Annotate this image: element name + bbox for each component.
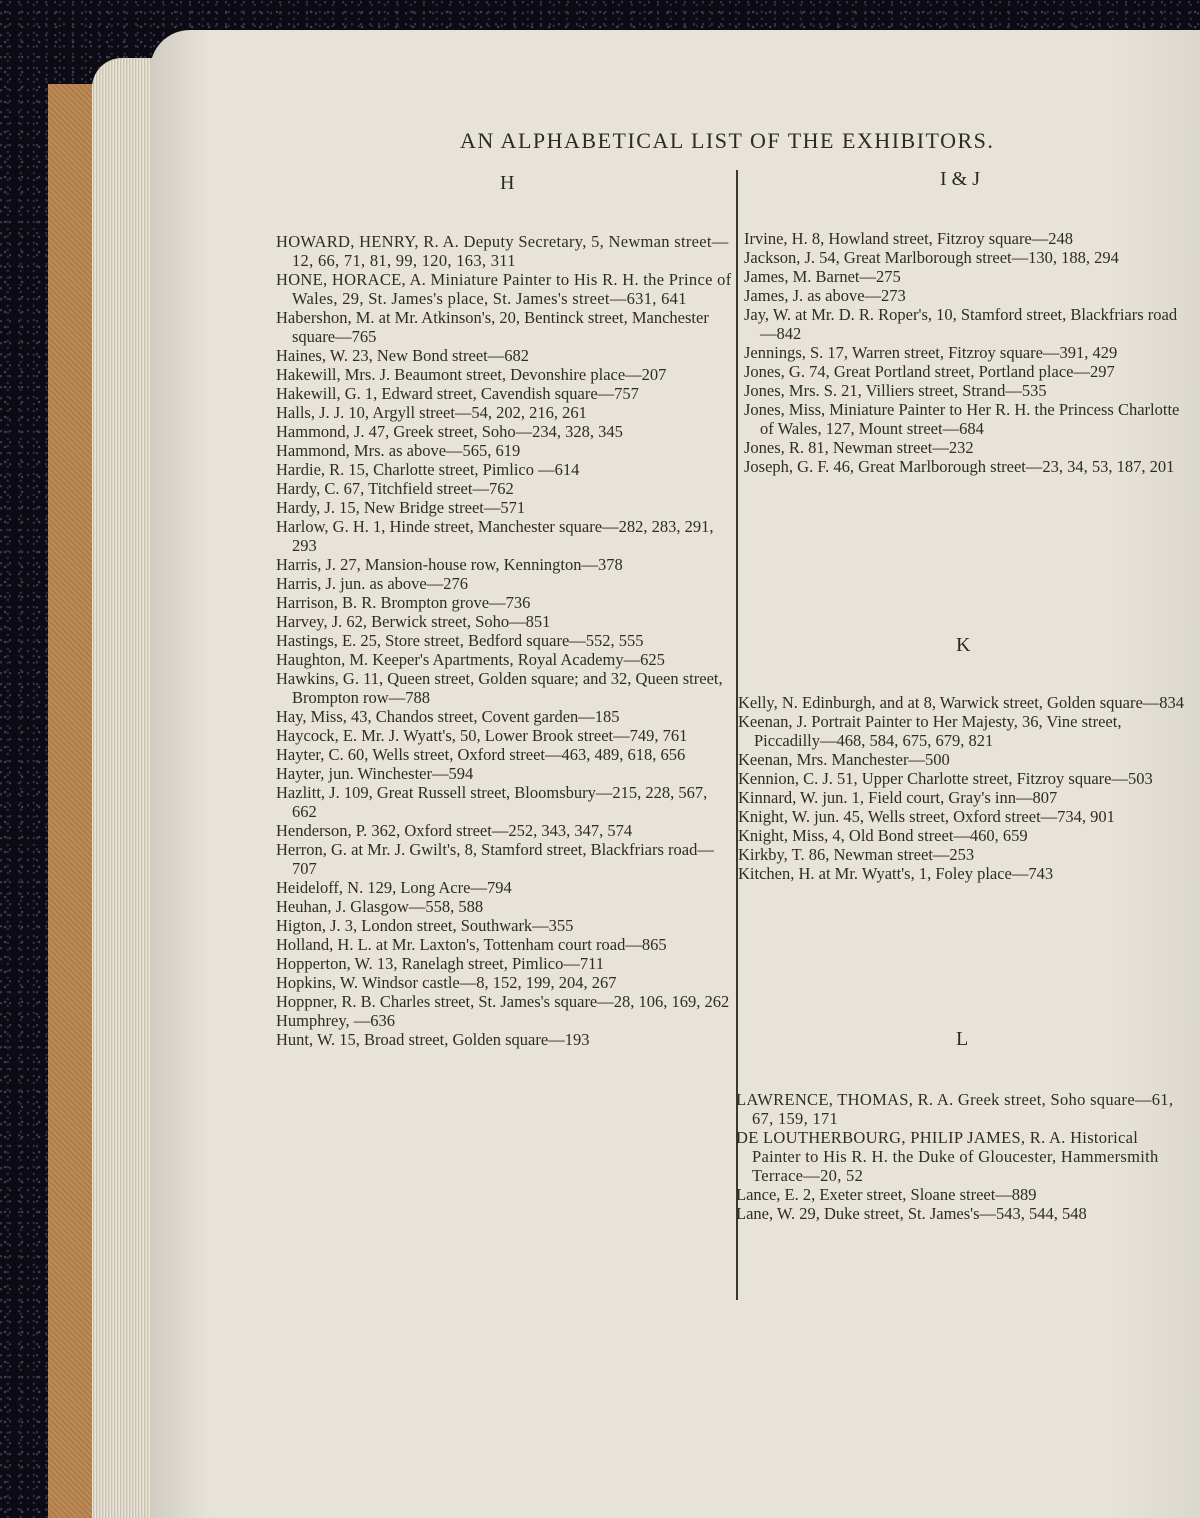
exhibitor-entry: LAWRENCE, THOMAS, R. A. Greek street, Soho square—61, 67, 159, 171 [736, 1090, 1174, 1128]
exhibitor-entry: Kinnard, W. jun. 1, Field court, Gray's inn—807 [738, 788, 1058, 807]
exhibitor-entry: Jennings, S. 17, Warren street, Fitzroy square—391, 429 [744, 343, 1118, 362]
exhibitor-entry: Keenan, J. Portrait Painter to Her Majesty, 36, Vine street, Piccadilly—468, 584, 675, 679, 821 [738, 712, 1122, 750]
exhibitor-entry: Knight, Miss, 4, Old Bond street—460, 659 [738, 826, 1028, 845]
exhibitor-entry: Heideloff, N. 129, Long Acre—794 [276, 878, 512, 897]
exhibitor-entry: Hakewill, Mrs. J. Beaumont street, Devonshire place—207 [276, 365, 667, 384]
entries-h [276, 232, 732, 1049]
exhibitor-entry: Harvey, J. 62, Berwick street, Soho—851 [276, 612, 551, 631]
exhibitor-entry: DE LOUTHERBOURG, PHILIP JAMES, R. A. Historical Painter to His R. H. the Duke of Gloucester, Hammersmith Terrace—20, 52 [736, 1128, 1159, 1185]
exhibitor-entry: Hastings, E. 25, Store street, Bedford square—552, 555 [276, 631, 644, 650]
exhibitor-entry: Irvine, H. 8, Howland street, Fitzroy square—248 [744, 229, 1074, 248]
exhibitor-entry: James, M. Barnet—275 [744, 267, 901, 286]
heading-k: K [956, 634, 971, 656]
exhibitor-entry: Jones, Mrs. S. 21, Villiers street, Strand—535 [744, 381, 1047, 400]
exhibitor-entry: Jones, G. 74, Great Portland street, Portland place—297 [744, 362, 1115, 381]
exhibitor-entry: Hayter, jun. Winchester—594 [276, 764, 474, 783]
exhibitor-entry: Kitchen, H. at Mr. Wyatt's, 1, Foley place—743 [738, 864, 1054, 883]
exhibitor-entry: Hazlitt, J. 109, Great Russell street, Bloomsbury—215, 228, 567, 662 [276, 783, 708, 821]
exhibitor-entry: Hoppner, R. B. Charles street, St. James's square—28, 106, 169, 262 [276, 992, 730, 1011]
exhibitor-entry: Hardy, J. 15, New Bridge street—571 [276, 498, 526, 517]
exhibitor-entry: Jackson, J. 54, Great Marlborough street—130, 188, 294 [744, 248, 1119, 267]
exhibitor-entry: Herron, G. at Mr. J. Gwilt's, 8, Stamford street, Blackfriars road—707 [276, 840, 714, 878]
exhibitor-entry: Hayter, C. 60, Wells street, Oxford street—463, 489, 618, 656 [276, 745, 686, 764]
exhibitor-entry: Lane, W. 29, Duke street, St. James's—543, 544, 548 [736, 1204, 1087, 1223]
exhibitor-entry: Kelly, N. Edinburgh, and at 8, Warwick street, Golden square—834 [738, 693, 1185, 712]
exhibitor-entry: HOWARD, HENRY, R. A. Deputy Secretary, 5, Newman street—12, 66, 71, 81, 99, 120, 163, 311 [276, 232, 729, 270]
exhibitor-entry: Jones, R. 81, Newman street—232 [744, 438, 974, 457]
exhibitor-entry: Hakewill, G. 1, Edward street, Cavendish square—757 [276, 384, 639, 403]
exhibitor-entry: Hardie, R. 15, Charlotte street, Pimlico —614 [276, 460, 580, 479]
exhibitor-entry: Lance, E. 2, Exeter street, Sloane street—889 [736, 1185, 1037, 1204]
exhibitor-entry: Hunt, W. 15, Broad street, Golden square—193 [276, 1030, 590, 1049]
exhibitor-entry: Higton, J. 3, London street, Southwark—355 [276, 916, 574, 935]
exhibitor-entry: Haughton, M. Keeper's Apartments, Royal Academy—625 [276, 650, 665, 669]
entries-l [736, 1090, 1190, 1223]
exhibitor-entry: Holland, H. L. at Mr. Laxton's, Tottenham court road—865 [276, 935, 667, 954]
exhibitor-entry: Harlow, G. H. 1, Hinde street, Manchester square—282, 283, 291, 293 [276, 517, 714, 555]
exhibitor-entry: Haycock, E. Mr. J. Wyatt's, 50, Lower Brook street—749, 761 [276, 726, 688, 745]
exhibitor-entry: HONE, HORACE, A. Miniature Painter to His R. H. the Prince of Wales, 29, St. James's place, St. James's street—631, 641 [276, 270, 732, 308]
exhibitor-entry: Heuhan, J. Glasgow—558, 588 [276, 897, 484, 916]
exhibitor-entry: Hammond, Mrs. as above—565, 619 [276, 441, 521, 460]
exhibitor-entry: Jones, Miss, Miniature Painter to Her R. H. the Princess Charlotte of Wales, 127, Mount street—684 [744, 400, 1180, 438]
exhibitor-entry: Keenan, Mrs. Manchester—500 [738, 750, 950, 769]
exhibitor-entry: Hay, Miss, 43, Chandos street, Covent garden—185 [276, 707, 620, 726]
exhibitor-entry: Hopperton, W. 13, Ranelagh street, Pimlico—711 [276, 954, 604, 973]
exhibitor-entry: Knight, W. jun. 45, Wells street, Oxford street—734, 901 [738, 807, 1115, 826]
heading-h: H [500, 172, 515, 194]
exhibitor-entry: Hopkins, W. Windsor castle—8, 152, 199, 204, 267 [276, 973, 617, 992]
exhibitor-entry: Hardy, C. 67, Titchfield street—762 [276, 479, 514, 498]
exhibitor-entry: Humphrey, —636 [276, 1011, 395, 1030]
exhibitor-entry: Hammond, J. 47, Greek street, Soho—234, 328, 345 [276, 422, 623, 441]
page-title: AN ALPHABETICAL LIST OF THE EXHIBITORS. [460, 128, 995, 153]
exhibitor-entry: Harris, J. jun. as above—276 [276, 574, 469, 593]
exhibitor-entry: Harris, J. 27, Mansion-house row, Kennington—378 [276, 555, 623, 574]
exhibitor-entry: Haines, W. 23, New Bond street—682 [276, 346, 529, 365]
heading-l: L [956, 1028, 969, 1050]
entries-k [738, 693, 1190, 883]
exhibitor-entry: Harrison, B. R. Brompton grove—736 [276, 593, 531, 612]
exhibitor-entry: Halls, J. J. 10, Argyll street—54, 202, 216, 261 [276, 403, 587, 422]
exhibitor-entry: James, J. as above—273 [744, 286, 906, 305]
exhibitor-entry: Kennion, C. J. 51, Upper Charlotte street, Fitzroy square—503 [738, 769, 1153, 788]
exhibitor-entry: Habershon, M. at Mr. Atkinson's, 20, Bentinck street, Manchester square—765 [276, 308, 709, 346]
heading-ij: I & J [940, 168, 980, 190]
exhibitor-entry: Henderson, P. 362, Oxford street—252, 343, 347, 574 [276, 821, 633, 840]
exhibitor-entry: Kirkby, T. 86, Newman street—253 [738, 845, 975, 864]
exhibitor-entry: Joseph, G. F. 46, Great Marlborough street—23, 34, 53, 187, 201 [744, 457, 1175, 476]
exhibitor-entry: Jay, W. at Mr. D. R. Roper's, 10, Stamford street, Blackfriars road—842 [744, 305, 1178, 343]
entries-ij [744, 229, 1190, 476]
exhibitor-entry: Hawkins, G. 11, Queen street, Golden square; and 32, Queen street, Brompton row—788 [276, 669, 723, 707]
